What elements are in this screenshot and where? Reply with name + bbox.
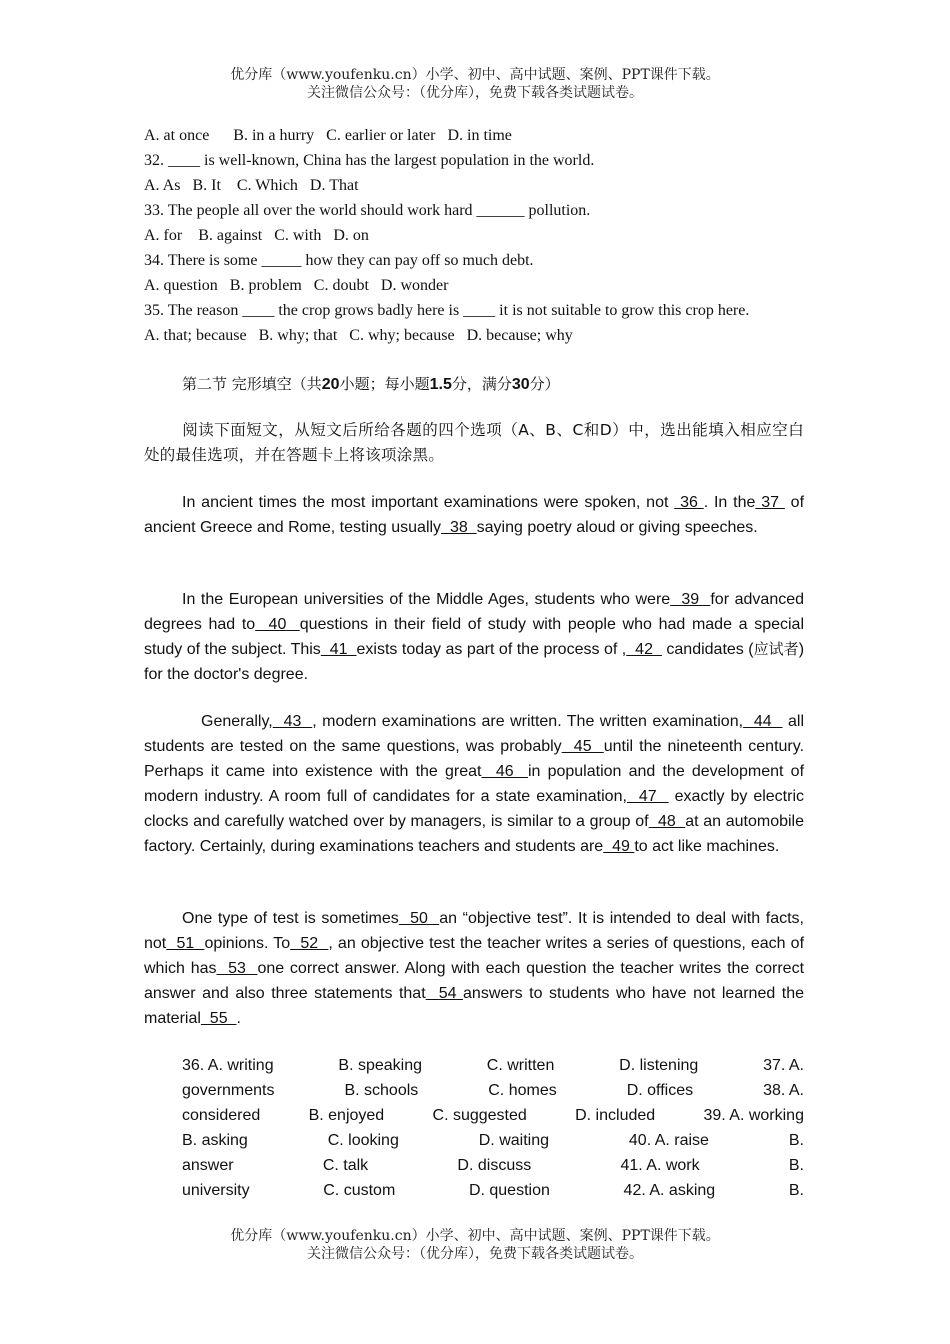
option: C. custom bbox=[323, 1182, 396, 1199]
option: B. asking bbox=[182, 1132, 248, 1149]
option: considered bbox=[182, 1107, 261, 1124]
passage-text: exactly by electric clocks and carefully watched over by managers, is similar to a group of bbox=[144, 788, 805, 830]
options-row bbox=[182, 1178, 804, 1203]
page-header bbox=[0, 66, 950, 102]
passage-text: One type of test is sometimes bbox=[182, 910, 399, 927]
blank-39: 39 bbox=[670, 591, 711, 608]
blank-44: 44 bbox=[743, 713, 783, 730]
question-35: 35. The reason ____ the crop grows badly here is ____ it is not suitable to grow this crop here. bbox=[144, 302, 750, 319]
passage-text: Generally, bbox=[201, 713, 273, 730]
options-row bbox=[182, 1053, 804, 1078]
question-33: 33. The people all over the world should work hard ______ pollution. bbox=[144, 202, 591, 219]
passage-text: all students are tested on the same questions, was probably bbox=[144, 713, 804, 755]
section-heading bbox=[182, 373, 560, 394]
passage-text: exists today as part of the process of , bbox=[356, 641, 627, 658]
header-line-1: 优分库（www.youfenku.cn）小学、初中、高中试题、案例、PPT课件下载。 bbox=[230, 67, 720, 83]
option: D. discuss bbox=[457, 1157, 532, 1174]
answer-options bbox=[182, 1053, 804, 1203]
blank-41: 41 bbox=[320, 641, 357, 658]
option: 36. A. writing bbox=[182, 1057, 274, 1074]
question-34-options: A. question B. problem C. doubt D. wonder bbox=[144, 277, 449, 294]
blank-36: 36 bbox=[674, 494, 704, 511]
instructions-text: 阅读下面短文，从短文后所给各题的四个选项（A、B、C和D）中，选出能填入相应空白处的最佳选项，并在答题卡上将该项涂黑。 bbox=[144, 421, 804, 464]
option: D. included bbox=[575, 1107, 656, 1124]
options-row bbox=[182, 1078, 804, 1103]
blank-42: 42 bbox=[626, 641, 662, 658]
blank-53: 53 bbox=[216, 960, 258, 977]
blank-54: 54 bbox=[425, 985, 464, 1002]
blank-37: 37 bbox=[755, 494, 785, 511]
option: C. looking bbox=[327, 1132, 399, 1149]
passage-paragraph-1 bbox=[144, 490, 804, 540]
passage-text: one correct answer. Along with each question the teacher writes the correct answer and also three statements that bbox=[144, 960, 805, 1002]
option: university bbox=[182, 1182, 250, 1199]
blank-43: 43 bbox=[272, 713, 313, 730]
question-34: 34. There is some _____ how they can pay off so much debt. bbox=[144, 252, 534, 269]
blank-45: 45 bbox=[561, 738, 604, 755]
passage-text: questions in their field of study with people who had made a special study of the subject. This bbox=[144, 616, 805, 658]
passage-text: for advanced degrees had to bbox=[144, 591, 805, 633]
blank-51: 51 bbox=[166, 935, 205, 952]
footer-line-2: 关注微信公众号：（优分库），免费下载各类试题试卷。 bbox=[307, 1246, 643, 1262]
section-points-each: 1.5 bbox=[429, 376, 452, 393]
option: D. offices bbox=[626, 1082, 694, 1099]
option: B. bbox=[788, 1182, 804, 1199]
option: 40. A. raise bbox=[628, 1132, 709, 1149]
blank-50: 50 bbox=[398, 910, 440, 927]
question-31-options: A. at once B. in a hurry C. earlier or later D. in time bbox=[144, 127, 512, 144]
option: 38. A. bbox=[763, 1082, 804, 1099]
option: answer bbox=[182, 1157, 234, 1174]
section-heading-text-4: 分） bbox=[529, 375, 560, 393]
option: 41. A. work bbox=[620, 1157, 700, 1174]
passage-text-cjk: 应试者 bbox=[753, 640, 799, 658]
section-heading-text-1: 第二节 完形填空（共 bbox=[182, 375, 322, 393]
passage-text: opinions. To bbox=[204, 935, 291, 952]
passage-text: answers to students who have not learned the material bbox=[144, 985, 805, 1027]
passage-text: of ancient Greece and Rome, testing usually bbox=[144, 494, 805, 536]
passage-paragraph-3 bbox=[144, 709, 804, 859]
passage-text: at an automobile factory. Certainly, during examinations teachers and students are bbox=[144, 813, 804, 855]
option: B. bbox=[788, 1157, 804, 1174]
passage-text: , modern examinations are written. The written examination, bbox=[312, 713, 744, 730]
passage-text: in population and the development of modern industry. A room full of candidates for a state examination, bbox=[144, 763, 805, 805]
option: C. suggested bbox=[432, 1107, 527, 1124]
passage-text: ) for the doctor's degree. bbox=[144, 641, 805, 683]
option: governments bbox=[182, 1082, 275, 1099]
passage-text: to act like machines. bbox=[634, 838, 780, 855]
question-32: 32. ____ is well-known, China has the largest population in the world. bbox=[144, 152, 595, 169]
option: 37. A. bbox=[763, 1057, 804, 1074]
blank-38: 38 bbox=[441, 519, 477, 536]
question-35-options: A. that; because B. why; that C. why; because D. because; why bbox=[144, 327, 573, 344]
blank-48: 48 bbox=[648, 813, 686, 830]
page-footer bbox=[0, 1227, 950, 1263]
passage-text: . bbox=[236, 1010, 241, 1027]
footer-line-1: 优分库（www.youfenku.cn）小学、初中、高中试题、案例、PPT课件下载。 bbox=[230, 1228, 720, 1244]
options-row bbox=[182, 1153, 804, 1178]
section-heading-text-3: 分，满分 bbox=[451, 375, 512, 393]
passage-text: saying poetry aloud or giving speeches. bbox=[476, 519, 758, 536]
blank-47: 47 bbox=[626, 788, 669, 805]
section-heading-text-2: 小题；每小题 bbox=[339, 375, 430, 393]
blank-49: 49 bbox=[603, 838, 635, 855]
option: D. listening bbox=[619, 1057, 699, 1074]
passage-text: an “objective test”. It is intended to deal with facts, not bbox=[144, 910, 805, 952]
option: C. homes bbox=[488, 1082, 557, 1099]
option: C. written bbox=[486, 1057, 555, 1074]
passage-paragraph-2 bbox=[144, 587, 804, 687]
options-row bbox=[182, 1128, 804, 1153]
passage-paragraph-4 bbox=[144, 906, 804, 1031]
passage-text: In ancient times the most important examinations were spoken, not bbox=[182, 494, 675, 511]
blank-55: 55 bbox=[200, 1010, 237, 1027]
passage-text: , an objective test the teacher writes a series of questions, each of which has bbox=[144, 935, 805, 977]
passage-text: . In the bbox=[703, 494, 756, 511]
option: C. talk bbox=[322, 1157, 369, 1174]
question-32-options: A. As B. It C. Which D. That bbox=[144, 177, 359, 194]
option: B. schools bbox=[344, 1082, 419, 1099]
option: 39. A. working bbox=[703, 1107, 804, 1124]
option: B. enjoyed bbox=[308, 1107, 385, 1124]
option: 42. A. asking bbox=[623, 1182, 716, 1199]
option: B. speaking bbox=[338, 1057, 422, 1074]
section-question-count: 20 bbox=[321, 376, 340, 393]
option: D. waiting bbox=[478, 1132, 549, 1149]
question-33-options: A. for B. against C. with D. on bbox=[144, 227, 369, 244]
blank-46: 46 bbox=[481, 763, 528, 780]
header-line-2: 关注微信公众号：（优分库），免费下载各类试题试卷。 bbox=[307, 85, 643, 101]
options-row bbox=[182, 1103, 804, 1128]
passage-text: until the nineteenth century. Perhaps it came into existence with the great bbox=[144, 738, 805, 780]
passage-text: In the European universities of the Middle Ages, students who were bbox=[182, 591, 671, 608]
option: B. bbox=[788, 1132, 804, 1149]
blank-40: 40 bbox=[255, 616, 300, 633]
blank-52: 52 bbox=[290, 935, 329, 952]
option: D. question bbox=[468, 1182, 550, 1199]
section-total-points: 30 bbox=[511, 376, 530, 393]
passage-text: candidates ( bbox=[661, 641, 754, 658]
instructions bbox=[144, 418, 804, 468]
